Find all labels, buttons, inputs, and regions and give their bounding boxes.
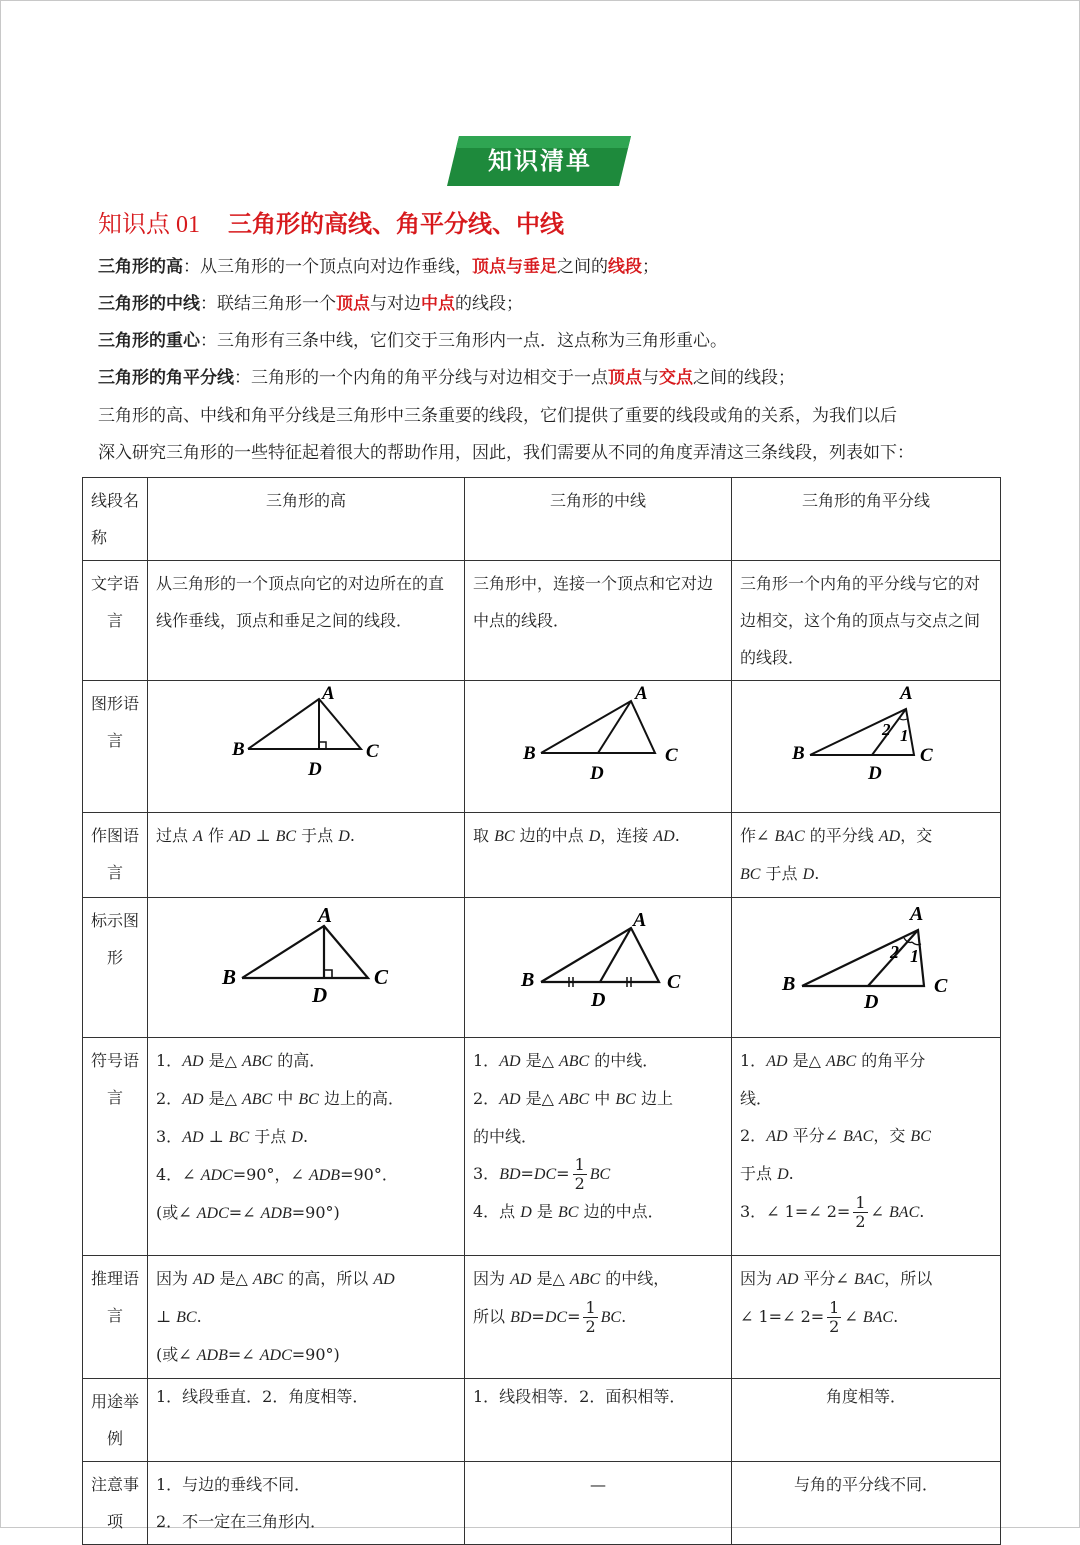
label-d: D (308, 759, 322, 780)
triangle (810, 709, 914, 755)
denominator: 2 (574, 1174, 585, 1193)
text: 于点 (760, 864, 803, 883)
highlight: 顶点与垂足 (472, 257, 557, 277)
text: 2． (740, 1126, 767, 1145)
label-a: A (635, 685, 648, 704)
angle-label-2: 2 (882, 720, 891, 739)
symbol: BAC (889, 1204, 920, 1221)
table-row (83, 1462, 1001, 1545)
text: 的线段； (455, 294, 523, 314)
text: ，交 (900, 826, 933, 845)
row-label: 文字语言 (83, 561, 148, 681)
text: 于点 (740, 1164, 778, 1183)
text: 过点 (156, 826, 194, 845)
text: 是 (531, 1202, 559, 1221)
banner-title: 知识清单 (488, 147, 592, 175)
symbol: DC (544, 1309, 568, 1326)
label-c: C (934, 975, 948, 997)
table-cell: 1．线段垂直．2．角度相等． (148, 1379, 465, 1462)
term: 三角形的重心 (98, 331, 200, 351)
label-b: B (222, 965, 237, 989)
triangle (541, 928, 659, 982)
symbol: AD (229, 828, 251, 845)
triangle (242, 926, 368, 978)
symbol: ABC (559, 1091, 590, 1108)
symbol: D (291, 1129, 303, 1146)
marked-median-figure (473, 902, 723, 1020)
table-row (83, 1038, 1001, 1256)
symbol: ABC (569, 1271, 601, 1288)
numerator: 1 (829, 1298, 840, 1317)
section-title (98, 204, 564, 239)
symbol: D (777, 1166, 789, 1183)
symbol: BC (494, 828, 515, 845)
text: ：从三角形的一个顶点向对边作垂线， (183, 257, 472, 277)
symbol: BC (600, 1309, 622, 1326)
figure-cell (148, 898, 465, 1038)
text: ∠ (844, 1307, 863, 1326)
text: ，交 (873, 1126, 911, 1145)
marked-altitude-figure (156, 902, 456, 1020)
term: 三角形的高 (98, 257, 183, 277)
text: =90°． (340, 1165, 398, 1184)
text: 的高，所以 (283, 1269, 374, 1288)
symbol: BAC (854, 1271, 885, 1288)
symbol: D (802, 866, 815, 883)
symbol: AD (510, 1271, 532, 1288)
symbol: D (588, 828, 601, 845)
label-b: B (782, 973, 796, 995)
table-header-row (83, 478, 1001, 561)
figure-cell (732, 898, 1001, 1038)
text: = (567, 1307, 581, 1326)
symbol: AD (182, 1129, 204, 1146)
text: ； (642, 257, 659, 277)
table-cell (148, 1038, 465, 1256)
symbol: AD (777, 1271, 799, 1288)
text: 的中线． (589, 1051, 659, 1070)
table-cell: 角度相等． (732, 1379, 1001, 1462)
text: 之间的线段； (693, 368, 795, 388)
text: 是△ (203, 1089, 242, 1108)
text: 1．与边的垂线不同． (156, 1475, 311, 1494)
row-label: 标示图形 (83, 898, 148, 1038)
header-cell: 三角形的中线 (465, 478, 732, 561)
symbol: ABC (826, 1053, 857, 1070)
intro-line-2: 深入研究三角形的一些特征起着很大的帮助作用，因此，我们需要从不同的角度弄清这三条线段，列表如下： (98, 443, 914, 463)
symbol: BAC (774, 828, 805, 845)
highlight: 交点 (659, 368, 693, 388)
header-cell: 三角形的高 (148, 478, 465, 561)
highlight: 线段 (608, 257, 642, 277)
symbol: AD (182, 1091, 204, 1108)
text: 边上的高． (318, 1089, 404, 1108)
label-c: C (667, 971, 681, 993)
text: 是△ (787, 1051, 826, 1070)
symbol: BD (510, 1309, 532, 1326)
text: 中 (272, 1089, 299, 1108)
text: 边的中点 (514, 826, 589, 845)
symbol: AD (182, 1053, 204, 1070)
text: 作 (202, 826, 230, 845)
angle-label-2: 2 (890, 942, 899, 962)
text: 中 (589, 1089, 616, 1108)
label-d: D (864, 991, 879, 1013)
text: 是△ (203, 1051, 242, 1070)
text: ：三角形的一个内角的角平分线与对边相交于一点 (234, 368, 608, 388)
row-label: 注意事项 (83, 1462, 148, 1545)
text: 之间的 (557, 257, 608, 277)
table-cell (465, 813, 732, 898)
text: . (893, 1307, 899, 1326)
label-d: D (590, 763, 604, 784)
label-a: A (910, 903, 924, 925)
knowledge-banner (445, 134, 635, 188)
text: 2． (156, 1089, 183, 1108)
term: 三角形的中线 (98, 294, 200, 314)
altitude-figure (156, 685, 456, 795)
symbol: ABC (559, 1053, 590, 1070)
comparison-table (82, 477, 1001, 1545)
symbol: BAC (843, 1128, 874, 1145)
label-c: C (665, 745, 678, 766)
text: . (302, 1127, 309, 1146)
text: 的角平分 (856, 1051, 926, 1070)
table-row (83, 681, 1001, 813)
label-d: D (312, 983, 328, 1007)
text: =∠ (227, 1345, 260, 1364)
angle-arc (899, 718, 907, 720)
symbol: ABC (242, 1053, 273, 1070)
label-c: C (374, 965, 389, 989)
angle-label-1: 1 (900, 726, 909, 745)
def-bisector (98, 368, 795, 388)
text: = (520, 1164, 534, 1183)
text: (或∠ (156, 1203, 197, 1222)
text: . (674, 826, 680, 845)
figure-cell (732, 681, 1001, 813)
highlight: 顶点 (608, 368, 642, 388)
symbol: ADC (196, 1205, 229, 1222)
symbol: AD (766, 1128, 788, 1145)
symbol: BC (910, 1128, 931, 1145)
table-row (83, 1379, 1001, 1462)
text: . (621, 1307, 627, 1326)
text: 是△ (520, 1051, 559, 1070)
text: 3． (473, 1164, 500, 1183)
figure-cell (148, 681, 465, 813)
text: 是△ (214, 1269, 253, 1288)
symbol: ADC (259, 1347, 292, 1364)
def-median (98, 294, 523, 314)
header-cell: 线段名称 (83, 478, 148, 561)
text: 与对边 (370, 294, 421, 314)
label-d: D (591, 989, 606, 1011)
row-label: 作图语言 (83, 813, 148, 898)
row-label: 推理语言 (83, 1256, 148, 1379)
symbol: BC (298, 1091, 319, 1108)
table-cell (148, 1256, 465, 1379)
symbol: D (520, 1204, 532, 1221)
symbol: ADC (200, 1167, 233, 1184)
symbol: AD (499, 1091, 521, 1108)
fraction (573, 1156, 587, 1193)
text: ，连接 (600, 826, 654, 845)
text: =90°) (291, 1345, 340, 1364)
text: =90°) (291, 1203, 340, 1222)
symbol: ADB (196, 1347, 228, 1364)
label-a: A (900, 685, 913, 704)
text: 的平分线 (804, 826, 879, 845)
text: ⊥ (156, 1307, 177, 1326)
row-label: 图形语言 (83, 681, 148, 813)
table-cell: 从三角形的一个顶点向它的对边所在的直线作垂线，顶点和垂足之间的线段． (148, 561, 465, 681)
table-cell: 与角的平分线不同． (732, 1462, 1001, 1545)
text: = (556, 1164, 570, 1183)
text: 是△ (520, 1089, 559, 1108)
text: 取 (473, 826, 495, 845)
label-b: B (232, 739, 245, 760)
text: ：三角形有三条中线，它们交于三角形内一点．这点称为三角形重心。 (200, 331, 727, 351)
bisector-figure (740, 685, 992, 795)
text: 的中线． (473, 1127, 538, 1146)
table-cell: 1．线段相等．2．面积相等． (465, 1379, 732, 1462)
text: 4．∠ (156, 1165, 201, 1184)
text: ⊥ (203, 1127, 229, 1146)
text: 于点 (296, 826, 339, 845)
text: 边的中点． (578, 1202, 664, 1221)
text: 因为 (156, 1269, 194, 1288)
fraction (583, 1299, 597, 1336)
highlight: 顶点 (336, 294, 370, 314)
symbol: AD (373, 1271, 395, 1288)
table-cell (465, 1038, 732, 1256)
symbol: AD (193, 1271, 215, 1288)
table-row (83, 1256, 1001, 1379)
symbol: BC (740, 866, 761, 883)
symbol: BD (499, 1166, 521, 1183)
symbol: ADB (260, 1205, 292, 1222)
row-label: 用途举例 (83, 1379, 148, 1462)
fraction (853, 1194, 867, 1231)
text: 所以 (473, 1307, 511, 1326)
section-name: 三角形的高线、角平分线、中线 (228, 210, 564, 238)
table-cell (732, 1256, 1001, 1379)
symbol: BC (558, 1204, 579, 1221)
symbol: ADB (308, 1167, 341, 1184)
label-a: A (633, 909, 647, 931)
triangle (541, 701, 655, 753)
text: 平分∠ (787, 1126, 844, 1145)
table-cell (732, 1038, 1001, 1256)
text: 1． (156, 1051, 183, 1070)
text: 的高． (272, 1051, 326, 1070)
median-line (598, 701, 631, 753)
text: = (531, 1307, 545, 1326)
text: 的中线， (600, 1269, 670, 1288)
text: =∠ (228, 1203, 261, 1222)
text: 边上 (635, 1089, 673, 1108)
text: 于点 (249, 1127, 292, 1146)
table-cell (465, 1256, 732, 1379)
text: . (196, 1307, 202, 1326)
text: 2．不一定在三角形内． (156, 1512, 327, 1531)
text: . (788, 1164, 794, 1183)
triangle (248, 699, 361, 749)
symbol: BC (275, 828, 297, 845)
table-cell (732, 813, 1001, 898)
table-cell: — (465, 1462, 732, 1545)
symbol: AD (499, 1053, 521, 1070)
text: 与 (642, 368, 659, 388)
text: ：联结三角形一个 (200, 294, 336, 314)
text: 平分∠ (798, 1269, 855, 1288)
def-height (98, 257, 659, 277)
right-angle-mark (319, 742, 326, 749)
label-a: A (318, 903, 333, 927)
figure-cell (465, 898, 732, 1038)
table-row (83, 813, 1001, 898)
label-d: D (868, 763, 882, 784)
numerator: 1 (574, 1155, 585, 1174)
term: 三角形的角平分线 (98, 368, 234, 388)
marked-bisector-figure (740, 902, 992, 1020)
triangle (802, 930, 924, 986)
text: . (919, 1202, 925, 1221)
label-c: C (366, 741, 379, 762)
symbol: D (338, 828, 350, 845)
highlight: 中点 (421, 294, 455, 314)
text: 因为 (473, 1269, 511, 1288)
text: 是△ (531, 1269, 570, 1288)
symbol: ABC (242, 1091, 273, 1108)
text: 3．∠ 1=∠ 2= (740, 1202, 851, 1221)
text: 2． (473, 1089, 500, 1108)
text: 3． (156, 1127, 183, 1146)
text: 1． (473, 1051, 500, 1070)
text: ∠ (870, 1202, 890, 1221)
label-a: A (322, 685, 335, 704)
label-c: C (920, 745, 933, 766)
text: 1． (740, 1051, 767, 1070)
symbol: A (193, 828, 203, 845)
symbol: BC (589, 1166, 611, 1183)
header-cell: 三角形的角平分线 (732, 478, 1001, 561)
text: 4．点 (473, 1202, 521, 1221)
median-figure (473, 685, 723, 795)
symbol: ABC (252, 1271, 284, 1288)
def-centroid (98, 331, 727, 351)
text: 作∠ (740, 826, 775, 845)
symbol: AD (653, 828, 675, 845)
table-cell (148, 813, 465, 898)
label-b: B (792, 743, 805, 764)
row-label: 符号语言 (83, 1038, 148, 1256)
angle-label-1: 1 (910, 946, 919, 966)
intro-line-1: 三角形的高、中线和角平分线是三角形中三条重要的线段，它们提供了重要的线段或角的关系，为我们以后 (98, 406, 897, 426)
denominator: 2 (855, 1212, 866, 1231)
numerator: 1 (585, 1298, 596, 1317)
symbol: BC (176, 1309, 197, 1326)
table-row (83, 898, 1001, 1038)
text: =90°，∠ (232, 1165, 309, 1184)
text: (或∠ (156, 1345, 197, 1364)
figure-cell (465, 681, 732, 813)
denominator: 2 (585, 1317, 596, 1336)
table-cell: 三角形一个内角的平分线与它的对边相交，这个角的顶点与交点之间的线段． (732, 561, 1001, 681)
table-cell (148, 1462, 465, 1545)
section-number: 知识点 01 (98, 212, 200, 238)
symbol: BAC (862, 1309, 894, 1326)
symbol: AD (878, 828, 901, 845)
symbol: BC (615, 1091, 636, 1108)
right-angle-mark (324, 970, 332, 978)
symbol: BC (228, 1129, 250, 1146)
table-cell: 三角形中，连接一个顶点和它对边中点的线段． (465, 561, 732, 681)
label-b: B (523, 743, 536, 764)
denominator: 2 (829, 1317, 840, 1336)
numerator: 1 (855, 1193, 866, 1212)
text: ∠ 1=∠ 2= (740, 1307, 825, 1326)
fraction (827, 1299, 841, 1336)
label-b: B (521, 969, 535, 991)
text: . (349, 826, 355, 845)
text: 线． (740, 1089, 773, 1108)
symbol: DC (533, 1166, 557, 1183)
symbol: AD (766, 1053, 788, 1070)
text: ⊥ (250, 826, 276, 845)
text: 因为 (740, 1269, 778, 1288)
table-row (83, 561, 1001, 681)
text: . (814, 864, 820, 883)
text: ，所以 (884, 1269, 933, 1288)
